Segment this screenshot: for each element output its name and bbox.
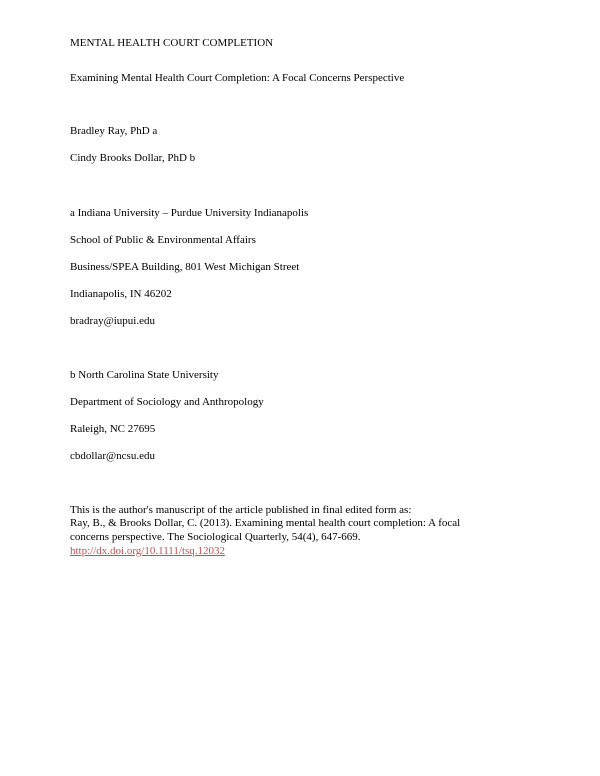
- affiliation-b-institution: b North Carolina State University: [70, 369, 219, 381]
- author-2: Cindy Brooks Dollar, PhD b: [70, 152, 196, 164]
- affiliation-a-institution: a Indiana University – Purdue University Indianapolis: [70, 207, 309, 219]
- paper-title: Examining Mental Health Court Completion: A Focal Concerns Perspective: [70, 72, 405, 84]
- doi-link[interactable]: http://dx.doi.org/10.1111/tsq.12032: [70, 545, 226, 557]
- citation-line-2: concerns perspective. The Sociological Quarterly, 54(4), 647-669.: [70, 531, 361, 543]
- affiliation-b-city: Raleigh, NC 27695: [70, 423, 156, 435]
- citation-line-1: Ray, B., & Brooks Dollar, C. (2013). Examining mental health court completion: A focal: [70, 517, 461, 529]
- affiliation-b-email: cbdollar@ncsu.edu: [70, 450, 155, 462]
- affiliation-a-email: bradray@iupui.edu: [70, 315, 155, 327]
- author-1: Bradley Ray, PhD a: [70, 125, 158, 137]
- affiliation-a-address: Business/SPEA Building, 801 West Michigan Street: [70, 261, 300, 273]
- affiliation-a-school: School of Public & Environmental Affairs: [70, 234, 256, 246]
- running-head: MENTAL HEALTH COURT COMPLETION: [70, 37, 274, 49]
- affiliation-a-city: Indianapolis, IN 46202: [70, 288, 172, 300]
- affiliation-b-department: Department of Sociology and Anthropology: [70, 396, 264, 408]
- manuscript-note: This is the author's manuscript of the article published in final edited form as:: [70, 504, 412, 516]
